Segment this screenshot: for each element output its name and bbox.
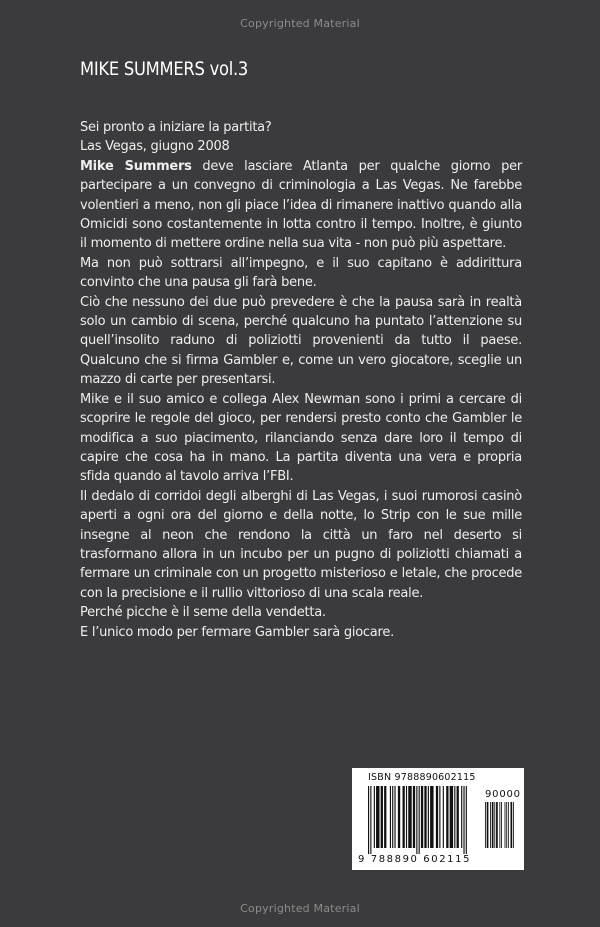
place-date: Las Vegas, giugno 2008 [80,139,230,155]
barcode-bar [390,786,391,848]
barcode-bar [394,786,395,848]
paragraph-4: Mike e il suo amico e collega Alex Newman sono i primi a cercare di scoprire le regole del gioco, per rendersi presto conto che Gambler le modifica a suo piacimento, rilanciando senza dare loro il tempo di capire che cosa ha in mano. La partita diventa una vera e propria sfida quando al tavolo arriva l’FBI. [80,391,522,485]
paragraph-7: E l’unico modo per fermare Gambler sarà giocare. [80,624,394,640]
barcode-bar [403,786,405,848]
barcode-bar [501,802,502,848]
barcode-bar [419,786,420,854]
watermark-top: Copyrighted Material [240,17,360,30]
paragraph-1 [80,157,522,254]
barcode-bar [408,786,411,848]
barcode-bar [505,802,506,848]
back-cover-blurb [80,118,522,642]
tagline: Sei pronto a iniziare la partita? [80,120,272,135]
barcode-bar [443,786,444,848]
barcode-bar [398,786,400,848]
barcode-bar [466,786,467,854]
barcode-bar [454,786,455,848]
barcode-bar [374,786,375,848]
barcode-bar [496,802,498,848]
barcode-bar [421,786,423,848]
book-title: MIKE SUMMERS vol.3 [80,58,249,80]
barcode-bar [376,786,379,848]
paragraph-2: Ma non può sottrarsi all’impegno, e il suo capitano è addirittura convinto che una pausa gli farà bene. [80,255,522,291]
barcode-bar [457,786,459,848]
barcode-bar [513,802,514,848]
barcode-bar [424,786,426,848]
barcode-bar [461,786,462,848]
barcode-bar [463,786,464,854]
barcode-bar [416,786,417,854]
protagonist-name: Mike Summers [80,158,192,174]
barcode-bar [511,802,513,848]
barcode-bar [506,802,507,848]
barcode-bar [413,786,415,848]
barcode-bar [439,786,440,848]
barcode-bar [450,786,453,848]
barcode-bar [428,786,429,848]
barcode-bar [384,786,386,848]
barcode-bar [370,786,371,854]
barcode-bar [430,786,433,848]
watermark-bottom: Copyrighted Material [240,902,360,915]
barcode-bar [490,802,491,848]
barcode-bar [381,786,383,848]
addon-barcode-bars [485,802,517,854]
paragraph-1-text: deve lasciare Atlanta per qualche giorno per partecipare a un convegno di criminologia a Las Vegas. Ne farebbe volentieri a meno, non gli piace l’idea di rimanere inattivo quando alla Omicidi sono costantemente in lotta contro il tempo. Inoltre, è giunto il momento di mettere ordine nella sua vita - non può più aspettare. [80,158,522,252]
barcode-bar [499,802,500,848]
paragraph-6: Perché picche è il seme della vendetta. [80,605,326,621]
barcode-bar [494,802,495,848]
ean-barcode [368,786,480,854]
addon-barcode [485,802,517,854]
main-barcode-bars [368,786,480,854]
barcode-bar [487,802,489,848]
paragraph-3: Ciò che nessuno dei due può prevedere è che la pausa sarà in realtà solo un cambio di scena, perché qualcuno ha puntato l’attenzione su quell’insolito raduno di poliziotti provenienti da tutto il paese. Qualcuno che si firma Gambler e, come un vero giocatore, sceglie un mazzo di carte per presentarsi. [80,294,522,388]
price-code: 90000 [485,789,521,800]
paragraph-5: Il dedalo di corridoi degli alberghi di Las Vegas, i suoi rumorosi casinò aperti a ogni ora del giorno e della notte, lo Strip con le sue mille insegne al neon che rendono la città un faro nel deserto si trasformano allora in un incubo per un pugno di poliziotti chiamati a fermare un criminale con un progetto misterioso e letale, che procede con la precisione e il rullio vittorioso di una scala reale. [80,488,522,601]
barcode-bar [485,802,486,848]
isbn-barcode-box [352,768,524,870]
barcode-bar [492,802,494,848]
barcode-bar [436,786,438,848]
barcode-digits: 9 788890 602115 [358,854,472,865]
barcode-bar [508,802,509,848]
barcode-bar [368,786,369,854]
barcode-bar [446,786,448,848]
isbn-label: ISBN 9788890602115 [368,772,476,783]
barcode-bar [406,786,407,848]
barcode-bar [392,786,393,848]
